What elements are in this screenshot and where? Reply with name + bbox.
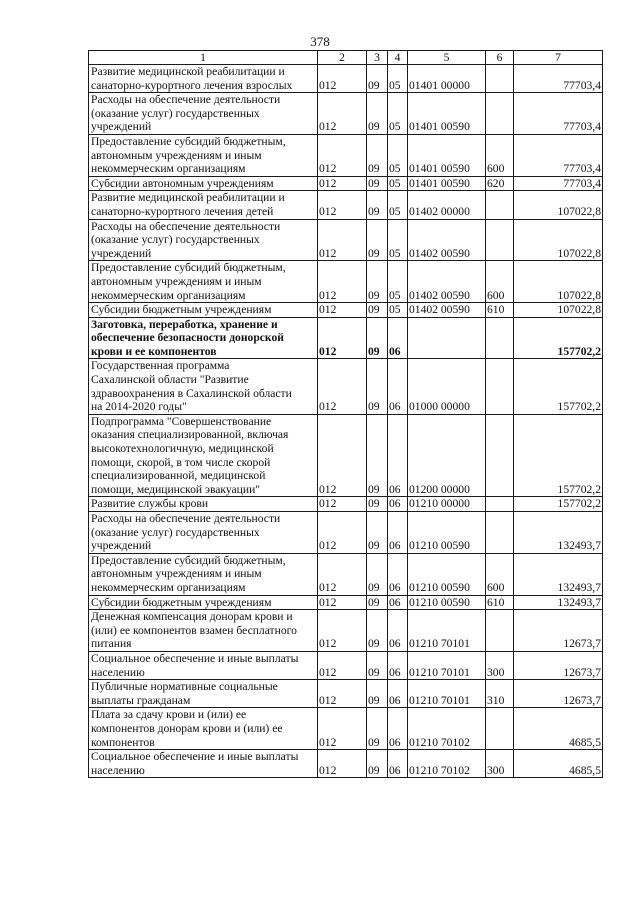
row-col-4: 06 bbox=[388, 708, 408, 750]
row-amount: 157702,2 bbox=[514, 317, 603, 359]
row-col-5: 01401 00590 bbox=[408, 176, 486, 191]
row-description: Расходы на обеспечение деятельности (оказание услуг) государственных учреждений bbox=[89, 219, 318, 261]
row-col-6 bbox=[486, 317, 514, 359]
row-col-4: 06 bbox=[388, 680, 408, 708]
row-col-3: 09 bbox=[367, 93, 388, 135]
row-description: Социальное обеспечение и иные выплаты населению bbox=[89, 750, 318, 778]
row-col-2: 012 bbox=[318, 261, 367, 303]
table-row bbox=[89, 93, 603, 135]
row-amount: 107022,8 bbox=[514, 303, 603, 318]
row-col-3: 09 bbox=[367, 176, 388, 191]
row-col-3: 09 bbox=[367, 134, 388, 176]
row-col-2: 012 bbox=[318, 750, 367, 778]
row-col-3: 09 bbox=[367, 219, 388, 261]
row-col-2: 012 bbox=[318, 65, 367, 93]
table-row bbox=[89, 512, 603, 554]
row-description: Публичные нормативные социальные выплаты гражданам bbox=[89, 680, 318, 708]
row-description: Подпрограмма "Совершенствование оказания специализированной, включая высокотехнологичную, медицинской помощи, скорой, в том числе скорой специализированной, медицинской помощи, медицинской эвакуации" bbox=[89, 414, 318, 497]
row-amount: 77703,4 bbox=[514, 176, 603, 191]
row-col-3: 09 bbox=[367, 610, 388, 652]
row-col-6: 310 bbox=[486, 680, 514, 708]
row-amount: 157702,2 bbox=[514, 414, 603, 497]
row-col-5: 01210 00000 bbox=[408, 497, 486, 512]
row-col-6: 600 bbox=[486, 134, 514, 176]
table-row bbox=[89, 191, 603, 219]
budget-table bbox=[88, 50, 603, 778]
row-col-4: 06 bbox=[388, 610, 408, 652]
row-amount: 12673,7 bbox=[514, 651, 603, 679]
row-col-6: 620 bbox=[486, 176, 514, 191]
row-amount: 77703,4 bbox=[514, 134, 603, 176]
row-col-6 bbox=[486, 610, 514, 652]
table-row bbox=[89, 595, 603, 610]
row-col-5: 01210 70101 bbox=[408, 610, 486, 652]
row-col-3: 09 bbox=[367, 708, 388, 750]
row-col-2: 012 bbox=[318, 512, 367, 554]
row-col-3: 09 bbox=[367, 595, 388, 610]
row-col-4: 06 bbox=[388, 497, 408, 512]
row-amount: 132493,7 bbox=[514, 553, 603, 595]
row-col-4: 05 bbox=[388, 134, 408, 176]
row-col-4: 05 bbox=[388, 65, 408, 93]
row-description: Развитие службы крови bbox=[89, 497, 318, 512]
row-col-5: 01210 00590 bbox=[408, 553, 486, 595]
row-description: Государственная программа Сахалинской области "Развитие здравоохранения в Сахалинской области на 2014-2020 годы" bbox=[89, 359, 318, 414]
row-col-5: 01210 70102 bbox=[408, 750, 486, 778]
table-row bbox=[89, 317, 603, 359]
header-col-1: 1 bbox=[89, 51, 318, 65]
row-col-3: 09 bbox=[367, 680, 388, 708]
row-col-2: 012 bbox=[318, 708, 367, 750]
row-description: Социальное обеспечение и иные выплаты населению bbox=[89, 651, 318, 679]
row-col-4: 06 bbox=[388, 317, 408, 359]
row-amount: 12673,7 bbox=[514, 680, 603, 708]
page-number: 378 bbox=[310, 34, 330, 49]
row-col-5: 01210 00590 bbox=[408, 512, 486, 554]
row-col-5: 01210 00590 bbox=[408, 595, 486, 610]
row-col-3: 09 bbox=[367, 191, 388, 219]
row-col-4: 05 bbox=[388, 191, 408, 219]
row-col-6 bbox=[486, 191, 514, 219]
row-col-5: 01402 00590 bbox=[408, 219, 486, 261]
row-amount: 157702,2 bbox=[514, 497, 603, 512]
row-col-3: 09 bbox=[367, 303, 388, 318]
row-col-5: 01401 00000 bbox=[408, 65, 486, 93]
row-col-2: 012 bbox=[318, 680, 367, 708]
row-description: Расходы на обеспечение деятельности (оказание услуг) государственных учреждений bbox=[89, 93, 318, 135]
row-description: Расходы на обеспечение деятельности (оказание услуг) государственных учреждений bbox=[89, 512, 318, 554]
row-col-2: 012 bbox=[318, 93, 367, 135]
row-col-4: 06 bbox=[388, 595, 408, 610]
row-col-4: 06 bbox=[388, 512, 408, 554]
row-col-2: 012 bbox=[318, 134, 367, 176]
row-col-6 bbox=[486, 93, 514, 135]
row-description: Субсидии бюджетным учреждениям bbox=[89, 595, 318, 610]
row-col-3: 09 bbox=[367, 359, 388, 414]
row-col-5: 01401 00590 bbox=[408, 93, 486, 135]
row-description: Предоставление субсидий бюджетным, автономным учреждениям и иным некоммерческим организациям bbox=[89, 553, 318, 595]
header-col-6: 6 bbox=[486, 51, 514, 65]
row-description: Субсидии автономным учреждениям bbox=[89, 176, 318, 191]
table-row bbox=[89, 261, 603, 303]
table-row bbox=[89, 134, 603, 176]
row-amount: 157702,2 bbox=[514, 359, 603, 414]
row-col-5: 01210 70101 bbox=[408, 651, 486, 679]
header-col-3: 3 bbox=[367, 51, 388, 65]
row-description: Субсидии бюджетным учреждениям bbox=[89, 303, 318, 318]
row-amount: 107022,8 bbox=[514, 191, 603, 219]
row-col-2: 012 bbox=[318, 553, 367, 595]
row-description: Предоставление субсидий бюджетным, автономным учреждениям и иным некоммерческим организациям bbox=[89, 134, 318, 176]
row-col-4: 05 bbox=[388, 219, 408, 261]
row-amount: 12673,7 bbox=[514, 610, 603, 652]
row-description: Развитие медицинской реабилитации и санаторно-курортного лечения детей bbox=[89, 191, 318, 219]
row-col-5: 01200 00000 bbox=[408, 414, 486, 497]
row-description: Плата за сдачу крови и (или) ее компонентов донорам крови и (или) ее компонентов bbox=[89, 708, 318, 750]
row-amount: 132493,7 bbox=[514, 595, 603, 610]
table-row bbox=[89, 651, 603, 679]
row-col-6 bbox=[486, 497, 514, 512]
row-col-6: 610 bbox=[486, 303, 514, 318]
row-col-6: 600 bbox=[486, 553, 514, 595]
row-col-5: 01210 70102 bbox=[408, 708, 486, 750]
row-col-4: 06 bbox=[388, 750, 408, 778]
table-row bbox=[89, 553, 603, 595]
row-col-2: 012 bbox=[318, 651, 367, 679]
row-amount: 4685,5 bbox=[514, 750, 603, 778]
row-col-4: 06 bbox=[388, 359, 408, 414]
row-amount: 132493,7 bbox=[514, 512, 603, 554]
table-row bbox=[89, 610, 603, 652]
row-col-2: 012 bbox=[318, 610, 367, 652]
row-col-5: 01401 00590 bbox=[408, 134, 486, 176]
row-col-3: 09 bbox=[367, 261, 388, 303]
row-amount: 107022,8 bbox=[514, 219, 603, 261]
row-col-2: 012 bbox=[318, 497, 367, 512]
row-col-6 bbox=[486, 414, 514, 497]
header-col-5: 5 bbox=[408, 51, 486, 65]
row-col-3: 09 bbox=[367, 651, 388, 679]
row-col-6 bbox=[486, 219, 514, 261]
row-col-2: 012 bbox=[318, 191, 367, 219]
row-col-6: 600 bbox=[486, 261, 514, 303]
header-col-7: 7 bbox=[514, 51, 603, 65]
row-col-5: 01402 00590 bbox=[408, 261, 486, 303]
table-row bbox=[89, 303, 603, 318]
table-row bbox=[89, 65, 603, 93]
table-row bbox=[89, 497, 603, 512]
row-col-6 bbox=[486, 708, 514, 750]
row-col-3: 09 bbox=[367, 317, 388, 359]
row-col-3: 09 bbox=[367, 497, 388, 512]
row-col-2: 012 bbox=[318, 317, 367, 359]
row-col-2: 012 bbox=[318, 414, 367, 497]
row-col-6 bbox=[486, 512, 514, 554]
table-row bbox=[89, 750, 603, 778]
row-col-4: 06 bbox=[388, 553, 408, 595]
row-col-5: 01402 00000 bbox=[408, 191, 486, 219]
row-col-6: 610 bbox=[486, 595, 514, 610]
row-col-6 bbox=[486, 359, 514, 414]
row-col-3: 09 bbox=[367, 750, 388, 778]
table-header-row bbox=[89, 51, 603, 65]
header-col-2: 2 bbox=[318, 51, 367, 65]
row-amount: 107022,8 bbox=[514, 261, 603, 303]
row-description: Предоставление субсидий бюджетным, автономным учреждениям и иным некоммерческим организациям bbox=[89, 261, 318, 303]
row-description: Развитие медицинской реабилитации и санаторно-курортного лечения взрослых bbox=[89, 65, 318, 93]
row-col-2: 012 bbox=[318, 359, 367, 414]
row-col-4: 06 bbox=[388, 414, 408, 497]
table-row bbox=[89, 219, 603, 261]
row-col-2: 012 bbox=[318, 219, 367, 261]
row-col-5 bbox=[408, 317, 486, 359]
row-col-4: 05 bbox=[388, 93, 408, 135]
row-col-5: 01000 00000 bbox=[408, 359, 486, 414]
row-col-4: 05 bbox=[388, 303, 408, 318]
table-row bbox=[89, 680, 603, 708]
row-amount: 4685,5 bbox=[514, 708, 603, 750]
row-col-4: 05 bbox=[388, 261, 408, 303]
row-amount: 77703,4 bbox=[514, 93, 603, 135]
row-col-3: 09 bbox=[367, 65, 388, 93]
row-col-2: 012 bbox=[318, 176, 367, 191]
table-row bbox=[89, 708, 603, 750]
row-col-6 bbox=[486, 65, 514, 93]
row-amount: 77703,4 bbox=[514, 65, 603, 93]
row-col-5: 01210 70101 bbox=[408, 680, 486, 708]
header-col-4: 4 bbox=[388, 51, 408, 65]
row-description: Заготовка, переработка, хранение и обеспечение безопасности донорской крови и ее компонентов bbox=[89, 317, 318, 359]
row-col-2: 012 bbox=[318, 595, 367, 610]
row-col-3: 09 bbox=[367, 512, 388, 554]
row-col-4: 05 bbox=[388, 176, 408, 191]
row-col-3: 09 bbox=[367, 414, 388, 497]
table-row bbox=[89, 359, 603, 414]
table-row bbox=[89, 176, 603, 191]
row-col-6: 300 bbox=[486, 651, 514, 679]
row-col-2: 012 bbox=[318, 303, 367, 318]
row-col-5: 01402 00590 bbox=[408, 303, 486, 318]
table-row bbox=[89, 414, 603, 497]
row-col-6: 300 bbox=[486, 750, 514, 778]
row-description: Денежная компенсация донорам крови и (или) ее компонентов взамен бесплатного питания bbox=[89, 610, 318, 652]
row-col-3: 09 bbox=[367, 553, 388, 595]
row-col-4: 06 bbox=[388, 651, 408, 679]
